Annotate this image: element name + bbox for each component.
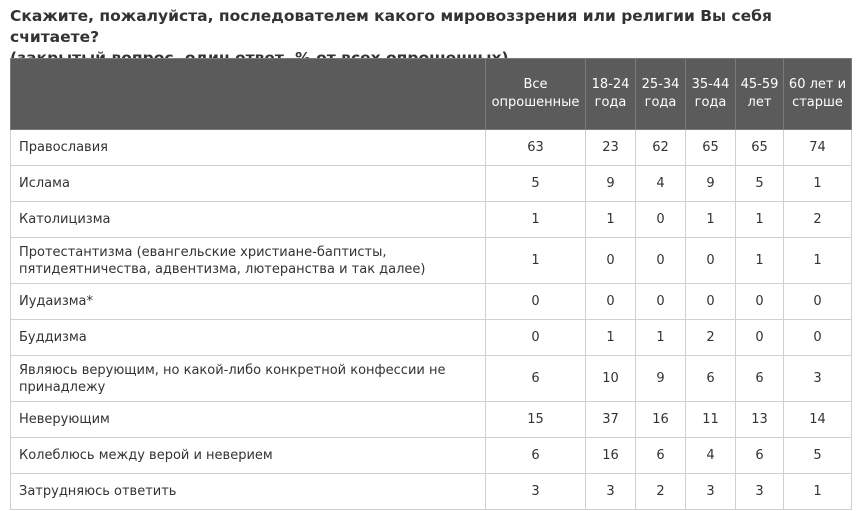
cell-value: 5 [784, 438, 852, 474]
cell-value: 0 [736, 284, 784, 320]
title-question: Скажите, пожалуйста, последователем какого мировоззрения или религии Вы себя считаете? [10, 7, 772, 46]
cell-value: 4 [686, 438, 736, 474]
header-age-45-59: 45-59 лет [736, 59, 784, 130]
cell-value: 9 [636, 356, 686, 402]
cell-value: 74 [784, 130, 852, 166]
header-age-35-44: 35-44 года [686, 59, 736, 130]
cell-value: 23 [586, 130, 636, 166]
header-answer-column [11, 59, 486, 130]
header-age-60-plus: 60 лет и старше [784, 59, 852, 130]
row-label: Католицизма [11, 202, 486, 238]
cell-value: 0 [586, 284, 636, 320]
cell-value: 1 [736, 238, 784, 284]
cell-value: 62 [636, 130, 686, 166]
cell-value: 6 [486, 356, 586, 402]
table-row [11, 166, 852, 202]
cell-value: 0 [486, 320, 586, 356]
cell-value: 16 [586, 438, 636, 474]
header-all-respondents: Все опрошенные [486, 59, 586, 130]
cell-value: 6 [636, 438, 686, 474]
cell-value: 65 [736, 130, 784, 166]
cell-value: 0 [636, 202, 686, 238]
header-age-25-34: 25-34 года [636, 59, 686, 130]
cell-value: 63 [486, 130, 586, 166]
row-label: Колеблюсь между верой и неверием [11, 438, 486, 474]
cell-value: 15 [486, 402, 586, 438]
cell-value: 6 [486, 438, 586, 474]
cell-value: 6 [686, 356, 736, 402]
cell-value: 1 [784, 238, 852, 284]
cell-value: 0 [586, 238, 636, 284]
table-row [11, 130, 852, 166]
cell-value: 0 [636, 284, 686, 320]
cell-value: 65 [686, 130, 736, 166]
cell-value: 11 [686, 402, 736, 438]
cell-value: 1 [486, 202, 586, 238]
table-row [11, 402, 852, 438]
cell-value: 0 [784, 284, 852, 320]
cell-value: 3 [784, 356, 852, 402]
row-label: Ислама [11, 166, 486, 202]
row-label: Затрудняюсь ответить [11, 474, 486, 510]
cell-value: 1 [586, 320, 636, 356]
cell-value: 0 [736, 320, 784, 356]
cell-value: 1 [586, 202, 636, 238]
cell-value: 1 [486, 238, 586, 284]
cell-value: 5 [486, 166, 586, 202]
table-header-row [11, 59, 852, 130]
cell-value: 3 [736, 474, 784, 510]
cell-value: 3 [486, 474, 586, 510]
cell-value: 1 [736, 202, 784, 238]
cell-value: 3 [586, 474, 636, 510]
cell-value: 0 [784, 320, 852, 356]
cell-value: 9 [686, 166, 736, 202]
cell-value: 1 [636, 320, 686, 356]
cell-value: 0 [686, 238, 736, 284]
cell-value: 2 [784, 202, 852, 238]
row-label: Являюсь верующим, но какой-либо конкретной конфессии не принадлежу [11, 356, 486, 402]
row-label: Иудаизма* [11, 284, 486, 320]
results-table [10, 58, 852, 510]
header-age-18-24: 18-24 года [586, 59, 636, 130]
cell-value: 37 [586, 402, 636, 438]
table-row [11, 474, 852, 510]
table-row [11, 238, 852, 284]
cell-value: 2 [686, 320, 736, 356]
row-label: Неверующим [11, 402, 486, 438]
table-row [11, 202, 852, 238]
table-row [11, 284, 852, 320]
cell-value: 0 [686, 284, 736, 320]
table-row [11, 438, 852, 474]
row-label: Православия [11, 130, 486, 166]
cell-value: 10 [586, 356, 636, 402]
cell-value: 1 [784, 166, 852, 202]
cell-value: 9 [586, 166, 636, 202]
row-label: Буддизма [11, 320, 486, 356]
table-row [11, 356, 852, 402]
cell-value: 3 [686, 474, 736, 510]
cell-value: 1 [784, 474, 852, 510]
cell-value: 2 [636, 474, 686, 510]
cell-value: 16 [636, 402, 686, 438]
cell-value: 4 [636, 166, 686, 202]
cell-value: 1 [686, 202, 736, 238]
row-label: Протестантизма (евангельские христиане-баптисты, пятидеятничества, адвентизма, лютеранства и так далее) [11, 238, 486, 284]
cell-value: 0 [486, 284, 586, 320]
cell-value: 0 [636, 238, 686, 284]
cell-value: 14 [784, 402, 852, 438]
cell-value: 6 [736, 438, 784, 474]
table-row [11, 320, 852, 356]
cell-value: 5 [736, 166, 784, 202]
cell-value: 13 [736, 402, 784, 438]
cell-value: 6 [736, 356, 784, 402]
